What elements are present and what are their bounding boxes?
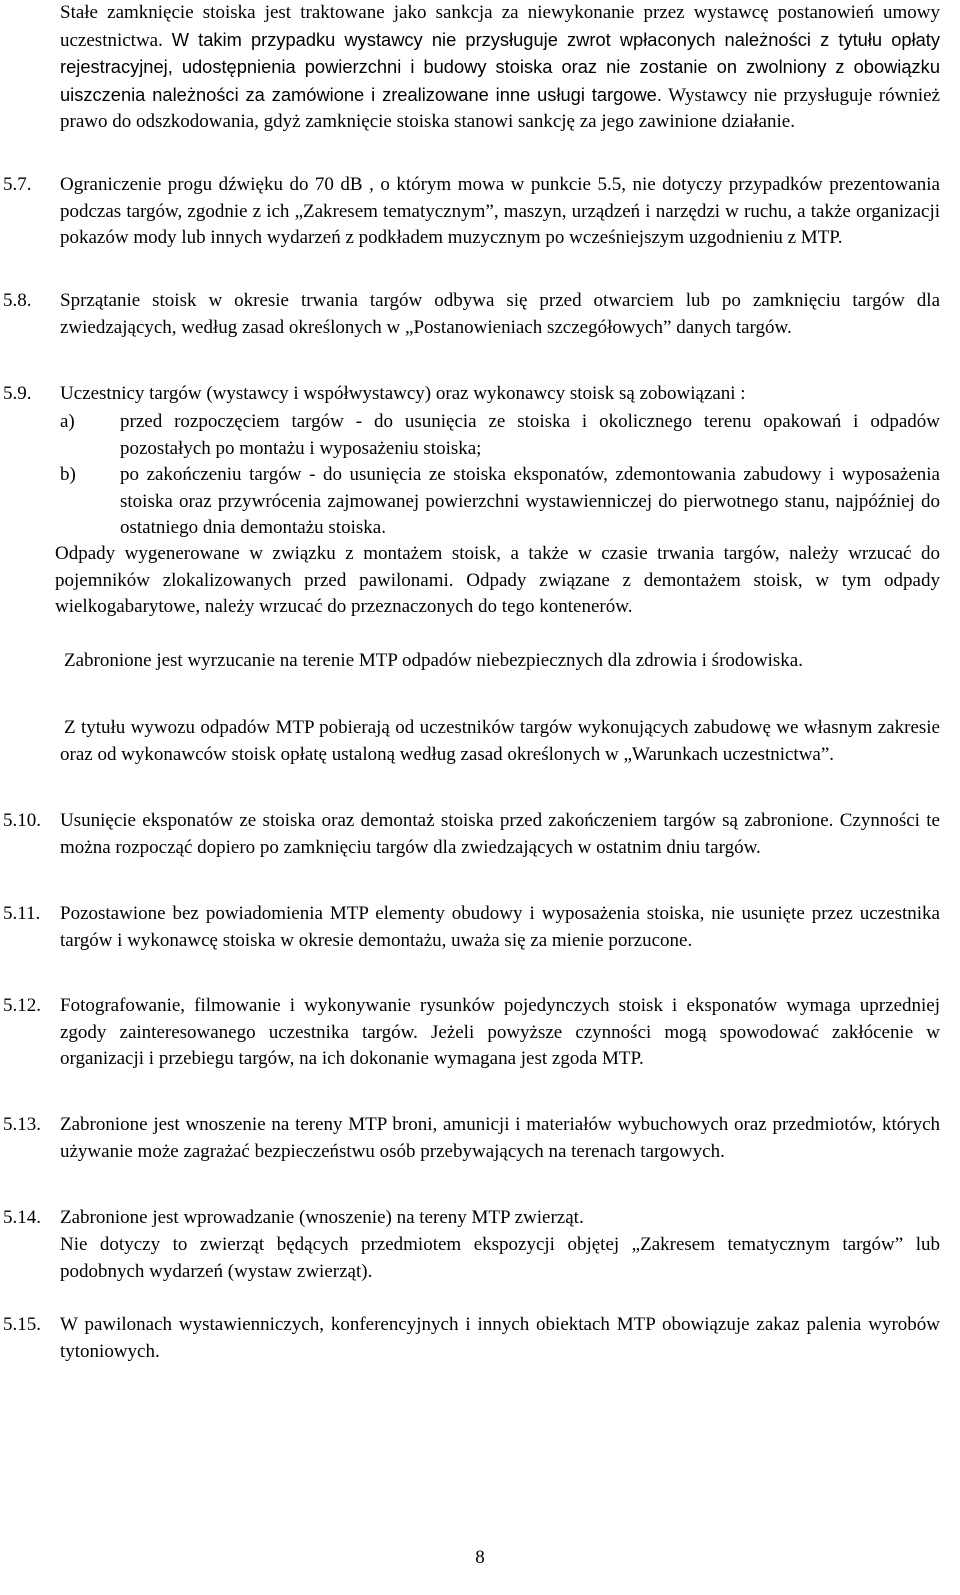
- section-number: 5.13.: [3, 1114, 41, 1135]
- section-text: Zabronione jest wnoszenie na tereny MTP broni, amunicji i materiałów wybuchowych oraz przedmiotów, których używanie może zagrażać bezpieczeństwu osób przebywających na terenach targowych.: [60, 1114, 940, 1162]
- section-number: 5.15.: [3, 1314, 41, 1335]
- section-text-2: Nie dotyczy to zwierząt będących przedmiotem ekspozycji objętej „Zakresem tematycznym targów” lub podobnych wydarzeń (wystaw zwierząt).: [60, 1234, 940, 1282]
- waste-fee-paragraph: Z tytułu wywozu odpadów MTP pobierają od uczestników targów wykonujących zabudowę we własnym zakresie oraz od wykonawców stoisk opłatę ustaloną według zasad określonych w „Warunkach uczestnictwa”.: [60, 717, 940, 765]
- list-label: a): [60, 411, 75, 432]
- section-text: Uczestnicy targów (wystawcy i współwystawcy) oraz wykonawcy stoisk są zobowiązani :: [60, 383, 746, 404]
- section-text: Zabronione jest wprowadzanie (wnoszenie) na tereny MTP zwierząt.: [60, 1207, 584, 1228]
- intro-tail-text: Wystawcy nie przysługuje również prawo do odszkodowania, gdyż zamknięcie stoiska stanowi sankcję za jego zawinione działanie.: [60, 84, 940, 132]
- section-number: 5.11.: [3, 903, 41, 924]
- list-text: po zakończeniu targów - do usunięcia ze stoiska eksponatów, zdemontowania zabudowy i wyposażenia stoiska oraz przywrócenia zajmowanej powierzchni wystawienniczej do pierwotnego stanu, najpóźniej do ostatniego dnia demontażu stoiska.: [120, 464, 940, 538]
- section-number: 5.8.: [3, 290, 32, 311]
- waste-paragraph: Odpady wygenerowane w związku z montażem stoisk, a także w czasie trwania targów, należy wrzucać do pojemników zlokalizowanych przed pawilonami. Odpady związane z demontażem stoisk, w tym odpady wielkogabarytowe, należy wrzucać do przeznaczonych do tego kontenerów.: [55, 543, 940, 617]
- list-label: b): [60, 464, 76, 485]
- section-text: Fotografowanie, filmowanie i wykonywanie rysunków pojedynczych stoisk i eksponatów wymaga uprzedniej zgody zainteresowanego uczestnika targów. Jeżeli powyższe czynności mogą spowodować zakłócenie w organizacji i przebiegu targów, na ich dokonanie wymagana jest zgoda MTP.: [60, 995, 940, 1069]
- section-text: Sprzątanie stoisk w okresie trwania targów odbywa się przed otwarciem lub po zamknięciu targów dla zwiedzających, według zasad określonych w „Postanowieniach szczegółowych” danych targów.: [60, 290, 940, 338]
- intro-serif-text: Stałe zamknięcie stoiska jest traktowane jako sankcja za niewykonanie przez wystawcę postanowień umowy uczestnictwa.: [60, 2, 940, 51]
- intro-sans-text: W takim przypadku wystawcy nie przysługuje zwrot wpłaconych należności z tytułu opłaty rejestracyjnej, udostępnienia powierzchni i budowy stoiska oraz nie zostanie on zwolniony z obowiązku uiszczenia należności za zamówione i zrealizowane inne usługi targowe.: [60, 28, 941, 105]
- section-text: W pawilonach wystawienniczych, konferencyjnych i innych obiektach MTP obowiązuje zakaz palenia wyrobów tytoniowych.: [60, 1314, 940, 1362]
- section-number: 5.9.: [3, 383, 32, 404]
- section-number: 5.14.: [3, 1207, 41, 1228]
- section-number: 5.12.: [3, 995, 41, 1016]
- section-text: Usunięcie eksponatów ze stoiska oraz demontaż stoiska przed zakończeniem targów są zabronione. Czynności te można rozpocząć dopiero po zamknięciu targów dla zwiedzających w ostatnim dniu targów.: [60, 810, 940, 858]
- page-number: 8: [475, 1547, 485, 1568]
- section-text: Pozostawione bez powiadomienia MTP elementy obudowy i wyposażenia stoiska, nie usunięte przez uczestnika targów i wykonawcę stoiska w okresie demontażu, uważa się za mienie porzucone.: [60, 903, 940, 951]
- section-text: Ograniczenie progu dźwięku do 70 dB , o którym mowa w punkcie 5.5, nie dotyczy przypadków prezentowania podczas targów, zgodnie z ich „Zakresem tematycznym”, maszyn, urządzeń i narzędzi w ruchu, a także organizacji pokazów mody lub innych wydarzeń z podkładem muzycznym po wcześniejszym uzgodnieniu z MTP.: [60, 174, 940, 248]
- section-number: 5.7.: [3, 174, 32, 195]
- intro-paragraph: [60, 0, 940, 136]
- list-text: przed rozpoczęciem targów - do usunięcia ze stoiska i okolicznego terenu opakowań i odpadów pozostałych po montażu i wyposażeniu stoiska;: [120, 411, 940, 459]
- section-number: 5.10.: [3, 810, 41, 831]
- hazardous-waste-paragraph: Zabronione jest wyrzucanie na terenie MTP odpadów niebezpiecznych dla zdrowia i środowiska.: [64, 650, 803, 671]
